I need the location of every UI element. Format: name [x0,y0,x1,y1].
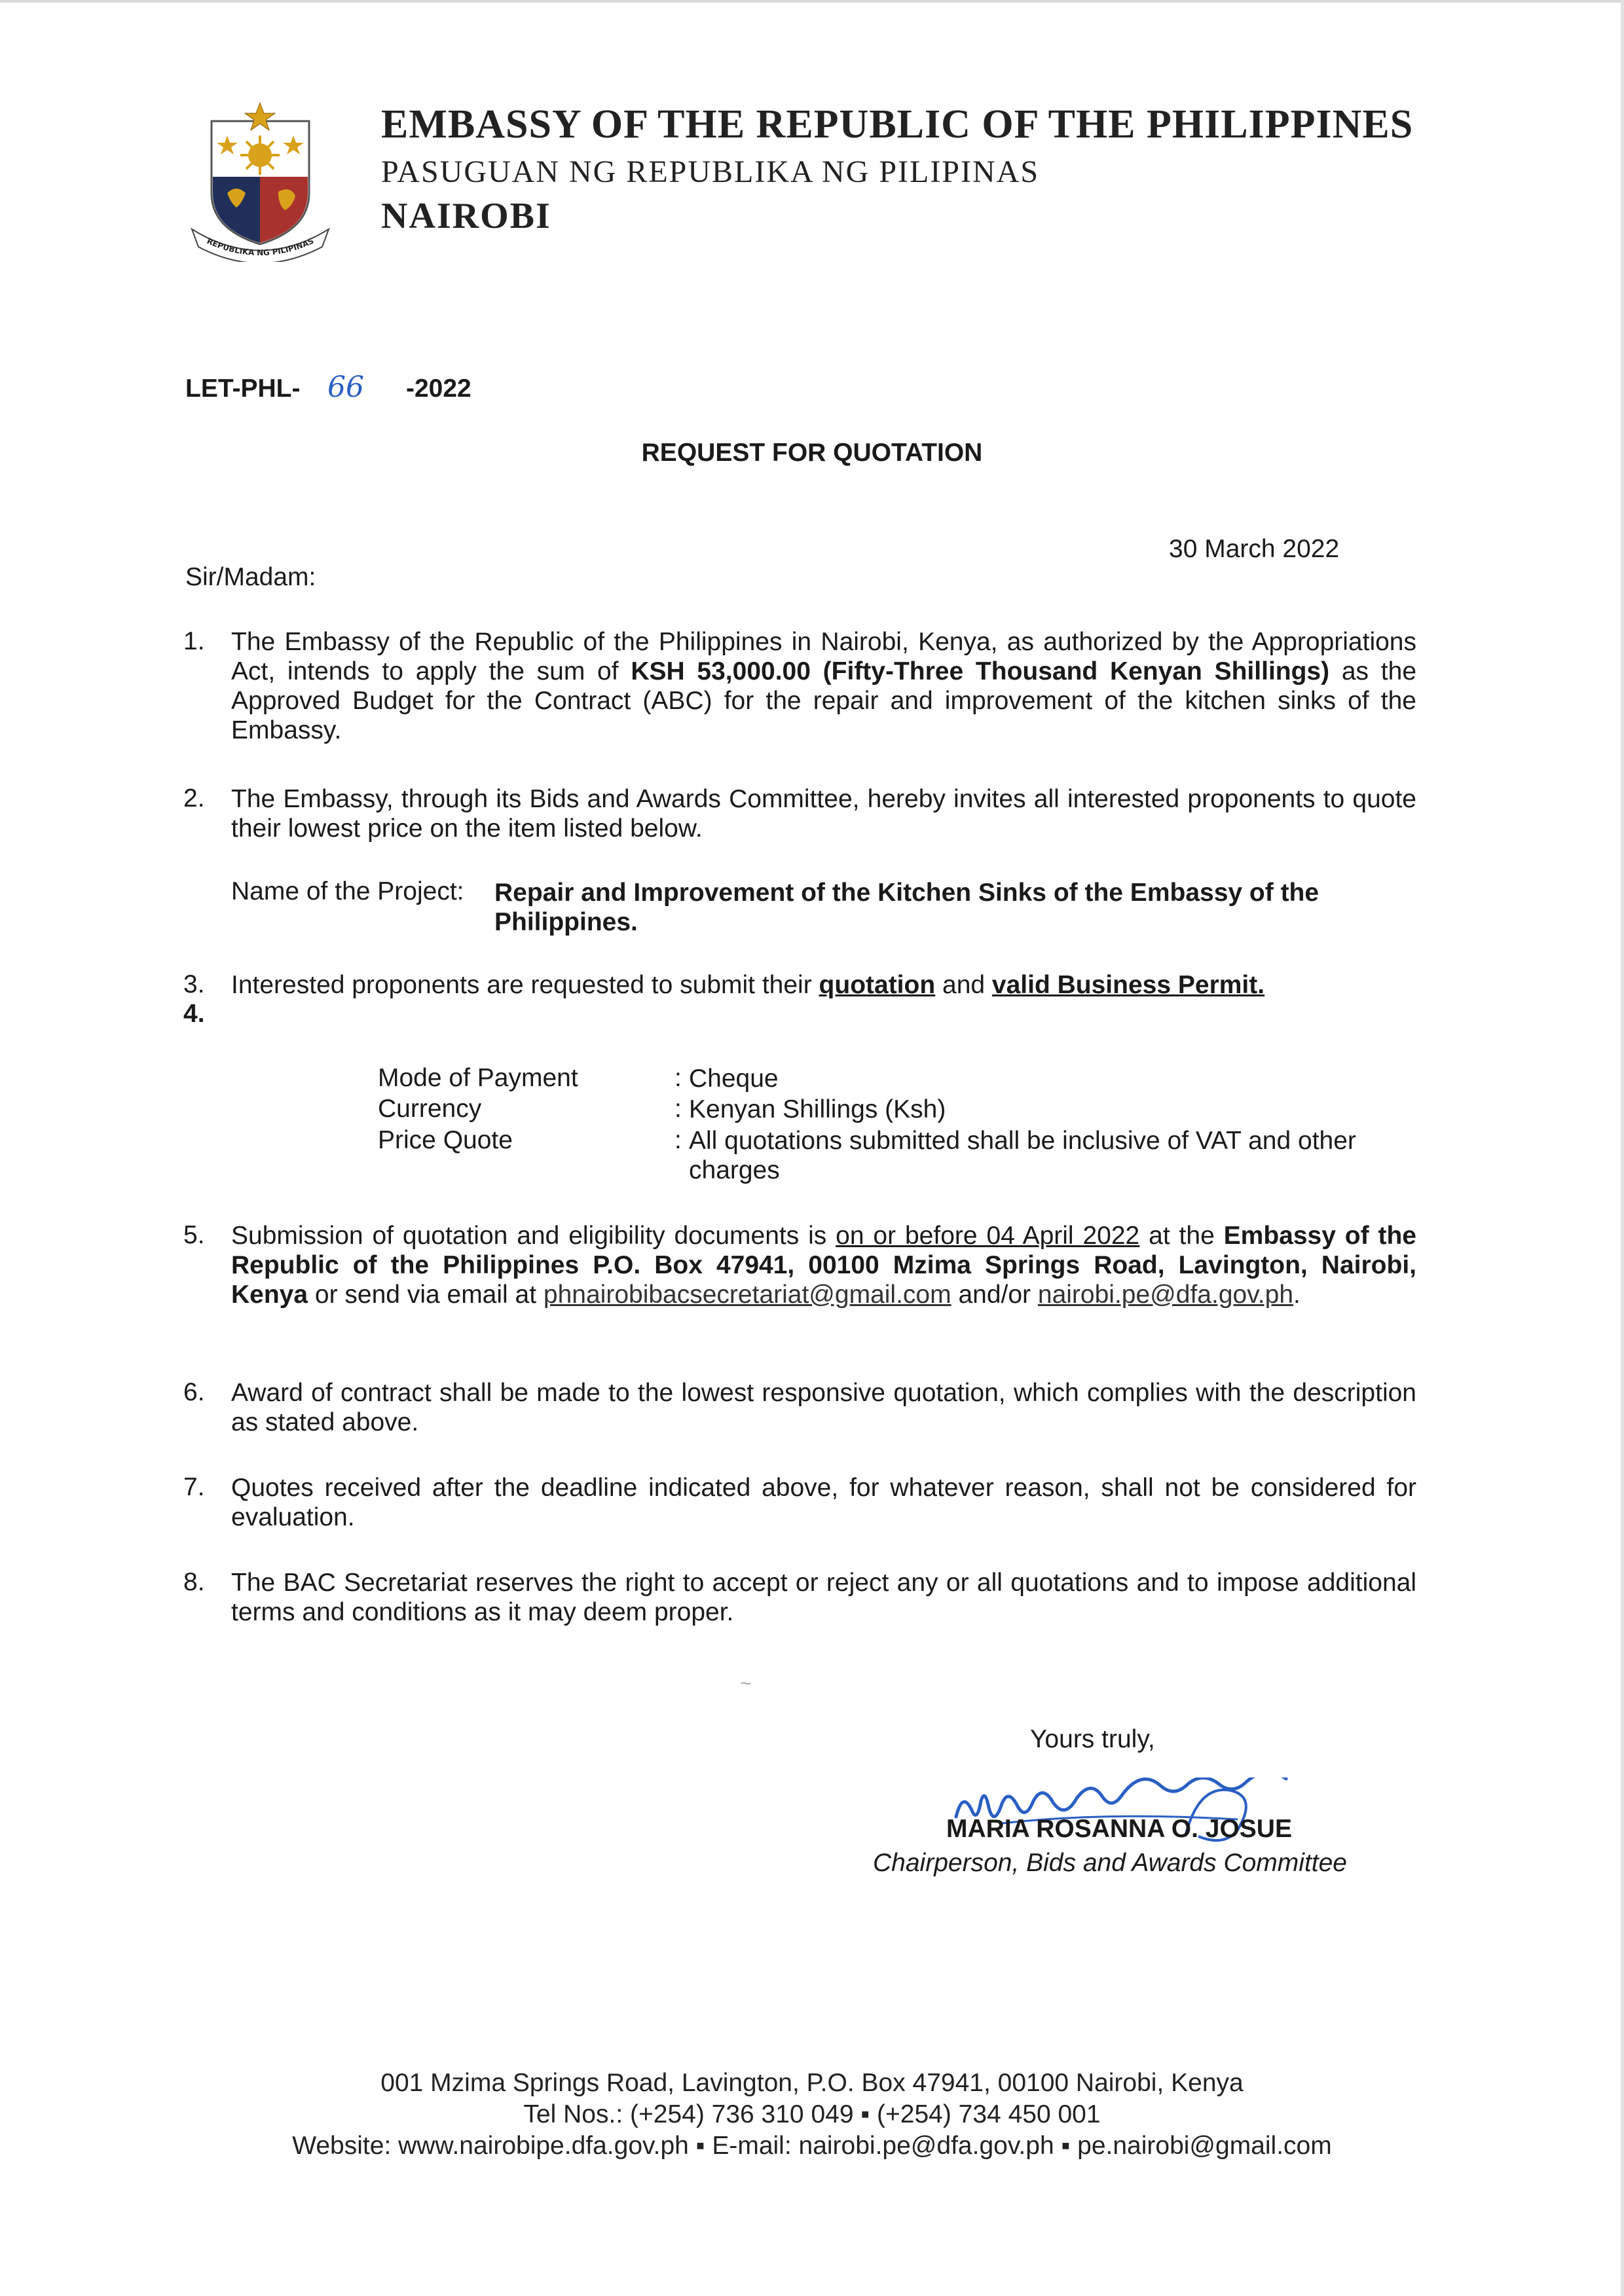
scan-edge-right [1621,0,1624,2296]
footer-web: Website: www.nairobipe.dfa.gov.ph ▪ E-mail: nairobi.pe@dfa.gov.ph ▪ pe.nairobi@gmail.com [292,2132,1332,2160]
embassy-subtitle: PASUGUAN NG REPUBLIKA NG PILIPINAS [381,155,1040,189]
email-link-embassy[interactable]: nairobi.pe@dfa.gov.ph [1037,1281,1294,1309]
reference-number-handwritten: 66 [327,371,364,404]
term-label: Price Quote [378,1126,513,1154]
reference-year: -2022 [406,374,471,403]
svg-text:REPUBLIKA NG PILIPINAS: REPUBLIKA NG PILIPINAS [205,236,316,258]
letter-date: 30 March 2022 [1169,535,1340,563]
footer-address: 001 Mzima Springs Road, Lavington, P.O. Box 47941, 00100 Nairobi, Kenya [380,2069,1244,2097]
scan-edge-top [0,0,1624,3]
term-colon: : [674,1095,682,1123]
term-value: Kenyan Shillings (Ksh) [689,1095,946,1123]
signatory-title: Chairperson, Bids and Awards Committee [873,1849,1347,1877]
salutation: Sir/Madam: [185,563,316,591]
paragraph-budget: The Embassy of the Republic of the Philippines in Nairobi, Kenya, as authorized by the Appropriations Act, intends to apply the sum of KSH 53,000.00 (Fifty-Three Thousand Kenyan Shillings) as the Approved Budget for the Contract (ABC) for the repair and improvement of the kitchen sinks of the Embassy. [231,628,1417,744]
item-number: 6. [183,1378,205,1406]
embassy-city: NAIROBI [381,196,551,236]
paragraph-submission: Submission of quotation and eligibility documents is on or before 04 April 2022 at the Embassy of the Republic of the Philippines P.O. Box 47941, 00100 Mzima Springs Road, Lavington, Nairobi, Kenya or send via email at phnairobibacsecretariat@gmail.com and/or nairobi.pe@dfa.gov.ph. [231,1222,1416,1309]
paragraph-award: Award of contract shall be made to the lowest responsive quotation, which complies with the description as stated above. [231,1379,1416,1436]
closing: Yours truly, [1030,1725,1155,1753]
paragraph-reservation: The BAC Secretariat reserves the right to accept or reject any or all quotations and to impose additional terms and conditions as it may deem proper. [231,1569,1416,1626]
term-value: Cheque [689,1065,779,1093]
item-number: 7. [183,1473,205,1501]
term-colon: : [674,1064,682,1092]
item-number: 3. [183,970,205,998]
item-number: 8. [183,1568,205,1596]
document-heading: REQUEST FOR QUOTATION [641,439,983,467]
item-number: 2. [183,784,205,812]
item-number: 5. [183,1221,205,1249]
email-link-bac[interactable]: phnairobibacsecretariat@gmail.com [543,1281,951,1309]
term-label: Mode of Payment [378,1064,578,1092]
signatory-name: MARIA ROSANNA O. JOSUE [946,1815,1292,1843]
project-name: Repair and Improvement of the Kitchen Sinks of the Embassy of the Philippines. [494,879,1320,936]
item-number: 4. [183,1000,205,1028]
scan-smudge: ~ [740,1673,752,1694]
reference-prefix: LET-PHL- [185,374,301,403]
project-label: Name of the Project: [231,877,464,905]
philippine-seal-icon [187,95,334,262]
embassy-title: EMBASSY OF THE REPUBLIC OF THE PHILIPPINES [381,102,1414,147]
term-value: All quotations submitted shall be inclusive of VAT and other charges [689,1127,1356,1184]
term-label: Currency [378,1095,482,1123]
paragraph-invitation: The Embassy, through its Bids and Awards Committee, hereby invites all interested proponents to quote their lowest price on the item listed below. [231,785,1416,843]
item-number: 1. [183,627,205,655]
paragraph-requirements: Interested proponents are requested to submit their quotation and valid Business Permit. [231,971,1265,999]
paragraph-late-quotes: Quotes received after the deadline indicated above, for whatever reason, shall not be considered for evaluation. [231,1474,1416,1531]
footer-phones: Tel Nos.: (+254) 736 310 049 ▪ (+254) 734 450 001 [523,2100,1101,2128]
term-colon: : [674,1126,682,1154]
